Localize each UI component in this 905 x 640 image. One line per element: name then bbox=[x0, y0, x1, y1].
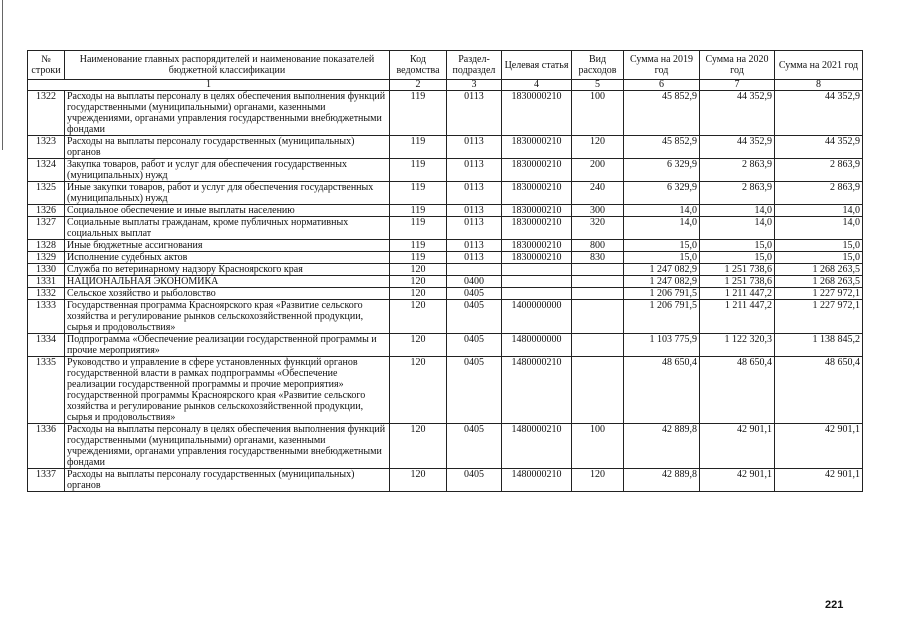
row-sum-2021: 1 138 845,2 bbox=[775, 334, 863, 357]
row-sum-2019: 14,0 bbox=[624, 205, 700, 217]
table-row bbox=[28, 252, 863, 264]
row-name: Социальное обеспечение и иные выплаты населению bbox=[65, 205, 390, 217]
table-row bbox=[28, 217, 863, 240]
row-sum-2019: 1 206 791,5 bbox=[624, 288, 700, 300]
row-sum-2019: 42 889,8 bbox=[624, 424, 700, 469]
table-row bbox=[28, 288, 863, 300]
row-section: 0113 bbox=[447, 252, 502, 264]
row-dept-code: 120 bbox=[390, 469, 447, 492]
page-number: 221 bbox=[825, 599, 844, 611]
row-sum-2021: 1 268 263,5 bbox=[775, 276, 863, 288]
row-sum-2021: 2 863,9 bbox=[775, 182, 863, 205]
row-name: Руководство и управление в сфере установленных функций органов государственной власти в рамках подпрограммы «Обеспечение реализации государственной программы и прочие мероприятия» государственной программы Красноярского края «Развитие сельского хозяйства и регулирование рынков сельскохозяйственной продукции, сырья и продовольствия» bbox=[65, 357, 390, 424]
row-sum-2021: 44 352,9 bbox=[775, 91, 863, 136]
row-expense-type bbox=[572, 357, 624, 424]
row-sum-2019: 1 247 082,9 bbox=[624, 264, 700, 276]
row-dept-code: 120 bbox=[390, 276, 447, 288]
row-expense-type bbox=[572, 288, 624, 300]
row-sum-2021: 42 901,1 bbox=[775, 424, 863, 469]
row-sum-2021: 15,0 bbox=[775, 252, 863, 264]
row-name: Государственная программа Красноярского края «Развитие сельского хозяйства и регулирование рынков сельскохозяйственной продукции, сырья и продовольствия» bbox=[65, 300, 390, 334]
row-target: 1480000210 bbox=[502, 424, 572, 469]
row-sum-2020: 1 211 447,2 bbox=[700, 300, 775, 334]
row-sum-2020: 42 901,1 bbox=[700, 469, 775, 492]
row-sum-2019: 1 206 791,5 bbox=[624, 300, 700, 334]
table-row bbox=[28, 334, 863, 357]
header-sum-2021: Сумма на 2021 год bbox=[775, 51, 863, 80]
row-section: 0405 bbox=[447, 300, 502, 334]
table-row bbox=[28, 91, 863, 136]
header-target: Целевая статья bbox=[502, 51, 572, 80]
table-row bbox=[28, 159, 863, 182]
row-number: 1325 bbox=[28, 182, 65, 205]
row-sum-2020: 1 211 447,2 bbox=[700, 288, 775, 300]
column-number: 6 bbox=[624, 80, 700, 91]
row-expense-type: 240 bbox=[572, 182, 624, 205]
row-target bbox=[502, 288, 572, 300]
header-sum-2019: Сумма на 2019 год bbox=[624, 51, 700, 80]
row-name: НАЦИОНАЛЬНАЯ ЭКОНОМИКА bbox=[65, 276, 390, 288]
row-sum-2021: 2 863,9 bbox=[775, 159, 863, 182]
scan-edge-line bbox=[2, 0, 3, 150]
row-expense-type bbox=[572, 264, 624, 276]
row-number: 1324 bbox=[28, 159, 65, 182]
row-name: Иные бюджетные ассигнования bbox=[65, 240, 390, 252]
row-dept-code: 120 bbox=[390, 424, 447, 469]
column-number: 2 bbox=[390, 80, 447, 91]
row-expense-type: 800 bbox=[572, 240, 624, 252]
row-sum-2020: 48 650,4 bbox=[700, 357, 775, 424]
row-target: 1480000000 bbox=[502, 334, 572, 357]
row-section: 0113 bbox=[447, 136, 502, 159]
row-dept-code: 119 bbox=[390, 136, 447, 159]
row-expense-type: 300 bbox=[572, 205, 624, 217]
row-name: Сельское хозяйство и рыболовство bbox=[65, 288, 390, 300]
row-number: 1323 bbox=[28, 136, 65, 159]
row-target: 1400000000 bbox=[502, 300, 572, 334]
row-section bbox=[447, 264, 502, 276]
row-name: Иные закупки товаров, работ и услуг для обеспечения государственных (муниципальных) нужд bbox=[65, 182, 390, 205]
row-sum-2021: 14,0 bbox=[775, 217, 863, 240]
table-row bbox=[28, 276, 863, 288]
row-expense-type bbox=[572, 300, 624, 334]
row-sum-2020: 15,0 bbox=[700, 252, 775, 264]
row-number: 1337 bbox=[28, 469, 65, 492]
row-section: 0113 bbox=[447, 217, 502, 240]
row-number: 1336 bbox=[28, 424, 65, 469]
table-row bbox=[28, 424, 863, 469]
row-sum-2021: 15,0 bbox=[775, 240, 863, 252]
row-number: 1333 bbox=[28, 300, 65, 334]
row-expense-type: 200 bbox=[572, 159, 624, 182]
row-dept-code: 120 bbox=[390, 334, 447, 357]
row-sum-2020: 1 251 738,6 bbox=[700, 264, 775, 276]
row-section: 0113 bbox=[447, 91, 502, 136]
row-name: Расходы на выплаты персоналу в целях обеспечения выполнения функций государственными (муниципальными) органами, казенными учреждениями, органами управления государственными внебюджетными фондами bbox=[65, 91, 390, 136]
row-number: 1334 bbox=[28, 334, 65, 357]
header-expense-type: Вид расходов bbox=[572, 51, 624, 80]
column-number: 8 bbox=[775, 80, 863, 91]
table-row bbox=[28, 357, 863, 424]
row-section: 0113 bbox=[447, 240, 502, 252]
row-dept-code: 119 bbox=[390, 205, 447, 217]
row-sum-2021: 1 227 972,1 bbox=[775, 300, 863, 334]
row-expense-type: 100 bbox=[572, 424, 624, 469]
row-sum-2020: 42 901,1 bbox=[700, 424, 775, 469]
row-target bbox=[502, 264, 572, 276]
row-dept-code: 119 bbox=[390, 252, 447, 264]
row-name: Расходы на выплаты персоналу государственных (муниципальных) органов bbox=[65, 136, 390, 159]
table-row bbox=[28, 205, 863, 217]
row-sum-2019: 6 329,9 bbox=[624, 182, 700, 205]
row-expense-type: 120 bbox=[572, 469, 624, 492]
table-row bbox=[28, 264, 863, 276]
row-sum-2020: 2 863,9 bbox=[700, 182, 775, 205]
row-sum-2021: 44 352,9 bbox=[775, 136, 863, 159]
row-number: 1327 bbox=[28, 217, 65, 240]
row-number: 1332 bbox=[28, 288, 65, 300]
row-target: 1830000210 bbox=[502, 252, 572, 264]
table-row bbox=[28, 300, 863, 334]
header-name: Наименование главных распорядителей и наименование показателей бюджетной классификации bbox=[65, 51, 390, 80]
row-sum-2019: 14,0 bbox=[624, 217, 700, 240]
row-section: 0405 bbox=[447, 288, 502, 300]
row-target: 1830000210 bbox=[502, 240, 572, 252]
row-dept-code: 119 bbox=[390, 91, 447, 136]
row-expense-type bbox=[572, 276, 624, 288]
row-expense-type: 830 bbox=[572, 252, 624, 264]
row-dept-code: 120 bbox=[390, 288, 447, 300]
budget-table bbox=[27, 50, 863, 492]
row-sum-2019: 1 103 775,9 bbox=[624, 334, 700, 357]
row-sum-2020: 14,0 bbox=[700, 217, 775, 240]
row-section: 0405 bbox=[447, 357, 502, 424]
row-section: 0113 bbox=[447, 205, 502, 217]
header-row-no: № строки bbox=[28, 51, 65, 80]
table-row bbox=[28, 136, 863, 159]
row-sum-2021: 48 650,4 bbox=[775, 357, 863, 424]
row-sum-2019: 15,0 bbox=[624, 240, 700, 252]
row-section: 0113 bbox=[447, 182, 502, 205]
row-number: 1326 bbox=[28, 205, 65, 217]
row-sum-2019: 42 889,8 bbox=[624, 469, 700, 492]
row-sum-2019: 45 852,9 bbox=[624, 91, 700, 136]
row-dept-code: 119 bbox=[390, 240, 447, 252]
row-section: 0405 bbox=[447, 334, 502, 357]
row-target bbox=[502, 276, 572, 288]
row-sum-2019: 45 852,9 bbox=[624, 136, 700, 159]
row-dept-code: 119 bbox=[390, 159, 447, 182]
row-name: Социальные выплаты гражданам, кроме публичных нормативных социальных выплат bbox=[65, 217, 390, 240]
row-target: 1830000210 bbox=[502, 205, 572, 217]
row-expense-type: 100 bbox=[572, 91, 624, 136]
row-target: 1830000210 bbox=[502, 159, 572, 182]
row-sum-2021: 42 901,1 bbox=[775, 469, 863, 492]
row-sum-2019: 6 329,9 bbox=[624, 159, 700, 182]
row-number: 1335 bbox=[28, 357, 65, 424]
header-section: Раздел-подраздел bbox=[447, 51, 502, 80]
row-dept-code: 120 bbox=[390, 300, 447, 334]
row-sum-2019: 48 650,4 bbox=[624, 357, 700, 424]
row-name: Расходы на выплаты персоналу государственных (муниципальных) органов bbox=[65, 469, 390, 492]
row-dept-code: 120 bbox=[390, 264, 447, 276]
row-section: 0400 bbox=[447, 276, 502, 288]
row-name: Расходы на выплаты персоналу в целях обеспечения выполнения функций государственными (муниципальными) органами, казенными учреждениями, органами управления государственными внебюджетными фондами bbox=[65, 424, 390, 469]
column-number: 3 bbox=[447, 80, 502, 91]
row-target: 1830000210 bbox=[502, 182, 572, 205]
table-header-row bbox=[28, 51, 863, 80]
row-dept-code: 119 bbox=[390, 217, 447, 240]
row-sum-2021: 1 268 263,5 bbox=[775, 264, 863, 276]
row-name: Служба по ветеринарному надзору Красноярского края bbox=[65, 264, 390, 276]
row-sum-2020: 44 352,9 bbox=[700, 136, 775, 159]
header-dept-code: Код ведомства bbox=[390, 51, 447, 80]
column-number-row bbox=[28, 80, 863, 91]
row-dept-code: 120 bbox=[390, 357, 447, 424]
column-number: 7 bbox=[700, 80, 775, 91]
row-target: 1480000210 bbox=[502, 357, 572, 424]
row-sum-2021: 14,0 bbox=[775, 205, 863, 217]
table-row bbox=[28, 469, 863, 492]
row-target: 1830000210 bbox=[502, 217, 572, 240]
row-expense-type: 120 bbox=[572, 136, 624, 159]
row-sum-2020: 44 352,9 bbox=[700, 91, 775, 136]
row-sum-2019: 15,0 bbox=[624, 252, 700, 264]
row-name: Закупка товаров, работ и услуг для обеспечения государственных (муниципальных) нужд bbox=[65, 159, 390, 182]
row-dept-code: 119 bbox=[390, 182, 447, 205]
row-sum-2020: 2 863,9 bbox=[700, 159, 775, 182]
row-target: 1830000210 bbox=[502, 91, 572, 136]
column-number: 4 bbox=[502, 80, 572, 91]
row-sum-2020: 14,0 bbox=[700, 205, 775, 217]
row-target: 1480000210 bbox=[502, 469, 572, 492]
header-sum-2020: Сумма на 2020 год bbox=[700, 51, 775, 80]
row-number: 1331 bbox=[28, 276, 65, 288]
row-sum-2020: 1 122 320,3 bbox=[700, 334, 775, 357]
column-number: 5 bbox=[572, 80, 624, 91]
row-section: 0405 bbox=[447, 469, 502, 492]
row-section: 0405 bbox=[447, 424, 502, 469]
row-number: 1330 bbox=[28, 264, 65, 276]
row-number: 1322 bbox=[28, 91, 65, 136]
row-section: 0113 bbox=[447, 159, 502, 182]
row-expense-type: 320 bbox=[572, 217, 624, 240]
row-sum-2020: 1 251 738,6 bbox=[700, 276, 775, 288]
row-target: 1830000210 bbox=[502, 136, 572, 159]
row-number: 1328 bbox=[28, 240, 65, 252]
table-row bbox=[28, 182, 863, 205]
row-number: 1329 bbox=[28, 252, 65, 264]
row-sum-2020: 15,0 bbox=[700, 240, 775, 252]
row-sum-2021: 1 227 972,1 bbox=[775, 288, 863, 300]
table-row bbox=[28, 240, 863, 252]
row-name: Подпрограмма «Обеспечение реализации государственной программы и прочие мероприятия» bbox=[65, 334, 390, 357]
row-name: Исполнение судебных актов bbox=[65, 252, 390, 264]
row-sum-2019: 1 247 082,9 bbox=[624, 276, 700, 288]
column-number: 1 bbox=[28, 80, 390, 91]
row-expense-type bbox=[572, 334, 624, 357]
